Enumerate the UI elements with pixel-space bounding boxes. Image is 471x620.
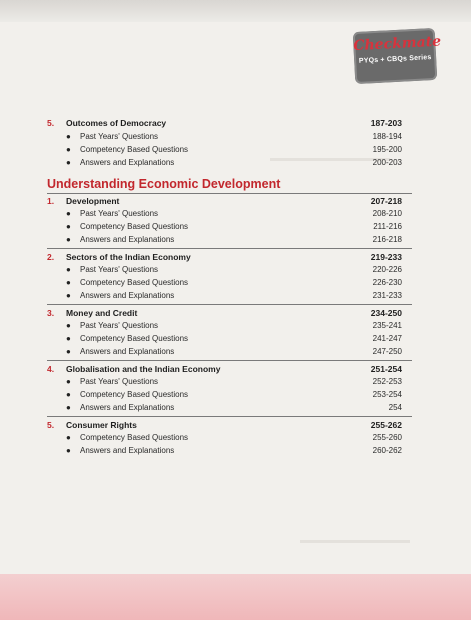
- unit-number: 1.: [47, 196, 55, 206]
- unit-title: Consumer Rights: [66, 420, 137, 430]
- unit-pages: 255-262: [370, 420, 402, 430]
- unit-title: Globalisation and the Indian Economy: [66, 364, 221, 374]
- item-label: Competency Based Questions: [80, 145, 189, 154]
- item-label: Competency Based Questions: [80, 433, 189, 442]
- toc-item: [0, 347, 471, 359]
- bullet-icon: ●: [66, 222, 71, 231]
- item-label: Past Years' Questions: [80, 321, 159, 330]
- toc-item: [0, 446, 471, 458]
- item-pages: 260-262: [372, 446, 402, 455]
- unit-number: 5.: [47, 420, 55, 430]
- item-pages: 226-230: [372, 278, 402, 287]
- toc-item: [0, 265, 471, 277]
- unit-number: 3.: [47, 308, 55, 318]
- item-pages: 188-194: [372, 132, 402, 141]
- unit-title: Sectors of the Indian Economy: [66, 252, 191, 262]
- item-pages: 252-253: [372, 377, 402, 386]
- bullet-icon: ●: [66, 347, 71, 356]
- unit-divider: [47, 416, 412, 417]
- item-pages: 253-254: [372, 390, 402, 399]
- checkmate-badge: [353, 28, 442, 84]
- item-pages: 255-260: [372, 433, 402, 442]
- unit-title: Outcomes of Democracy: [66, 118, 167, 128]
- item-label: Past Years' Questions: [80, 265, 159, 274]
- unit-pages: 251-254: [370, 364, 402, 374]
- bullet-icon: ●: [66, 390, 71, 399]
- unit-number: 2.: [47, 252, 55, 262]
- bullet-icon: ●: [66, 132, 71, 141]
- toc-item: [0, 403, 471, 415]
- bullet-icon: ●: [66, 235, 71, 244]
- item-pages: 247-250: [372, 347, 402, 356]
- item-label: Answers and Explanations: [80, 403, 175, 412]
- item-pages: 195-200: [372, 145, 402, 154]
- item-label: Past Years' Questions: [80, 377, 159, 386]
- unit-pages: 219-233: [370, 252, 402, 262]
- item-pages: 200-203: [372, 158, 402, 167]
- item-label: Answers and Explanations: [80, 347, 175, 356]
- toc-item: [0, 222, 471, 234]
- item-label: Competency Based Questions: [80, 334, 189, 343]
- item-label: Past Years' Questions: [80, 132, 159, 141]
- bullet-icon: ●: [66, 158, 71, 167]
- item-pages: 216-218: [372, 235, 402, 244]
- unit-pages: 207-218: [370, 196, 402, 206]
- bullet-icon: ●: [66, 377, 71, 386]
- section-heading: Understanding Economic Development: [47, 177, 281, 191]
- toc-item: [0, 132, 471, 144]
- toc-item: [0, 377, 471, 389]
- toc-item: [0, 390, 471, 402]
- bullet-icon: ●: [66, 265, 71, 274]
- item-pages: 208-210: [372, 209, 402, 218]
- toc-item: [0, 209, 471, 221]
- item-label: Answers and Explanations: [80, 291, 175, 300]
- toc-item: [0, 334, 471, 346]
- unit-pages: 187-203: [370, 118, 402, 128]
- item-pages: 235-241: [372, 321, 402, 330]
- bullet-icon: ●: [66, 446, 71, 455]
- item-pages: 241-247: [372, 334, 402, 343]
- top-band: [0, 0, 471, 22]
- item-pages: 254: [388, 403, 402, 412]
- bullet-icon: ●: [66, 433, 71, 442]
- bullet-icon: ●: [66, 209, 71, 218]
- bullet-icon: ●: [66, 278, 71, 287]
- unit-divider: [47, 248, 412, 249]
- section-rule: [47, 193, 412, 194]
- item-pages: 231-233: [372, 291, 402, 300]
- toc-item: [0, 278, 471, 290]
- toc-item: [0, 433, 471, 445]
- item-label: Answers and Explanations: [80, 446, 175, 455]
- item-label: Answers and Explanations: [80, 158, 175, 167]
- unit-title: Money and Credit: [66, 308, 138, 318]
- toc-item: [0, 145, 471, 157]
- unit-title: Development: [66, 196, 120, 206]
- bullet-icon: ●: [66, 334, 71, 343]
- unit-divider: [47, 304, 412, 305]
- item-label: Competency Based Questions: [80, 278, 189, 287]
- toc-item: [0, 321, 471, 333]
- bullet-icon: ●: [66, 291, 71, 300]
- bullet-icon: ●: [66, 403, 71, 412]
- unit-divider: [47, 360, 412, 361]
- faint-bleed-line: [300, 540, 410, 543]
- item-label: Past Years' Questions: [80, 209, 159, 218]
- badge-subtitle: PYQs + CBQs Series: [358, 54, 432, 65]
- unit-pages: 234-250: [370, 308, 402, 318]
- unit-number: 5.: [47, 118, 55, 128]
- bullet-icon: ●: [66, 321, 71, 330]
- toc-item: [0, 291, 471, 303]
- bullet-icon: ●: [66, 145, 71, 154]
- item-pages: 211-216: [373, 222, 402, 231]
- item-label: Competency Based Questions: [80, 222, 189, 231]
- item-label: Competency Based Questions: [80, 390, 189, 399]
- toc-item: [0, 158, 471, 170]
- item-pages: 220-226: [372, 265, 402, 274]
- bottom-band: [0, 574, 471, 620]
- item-label: Answers and Explanations: [80, 235, 175, 244]
- toc-item: [0, 235, 471, 247]
- unit-number: 4.: [47, 364, 55, 374]
- badge-title: Checkmate: [353, 33, 442, 55]
